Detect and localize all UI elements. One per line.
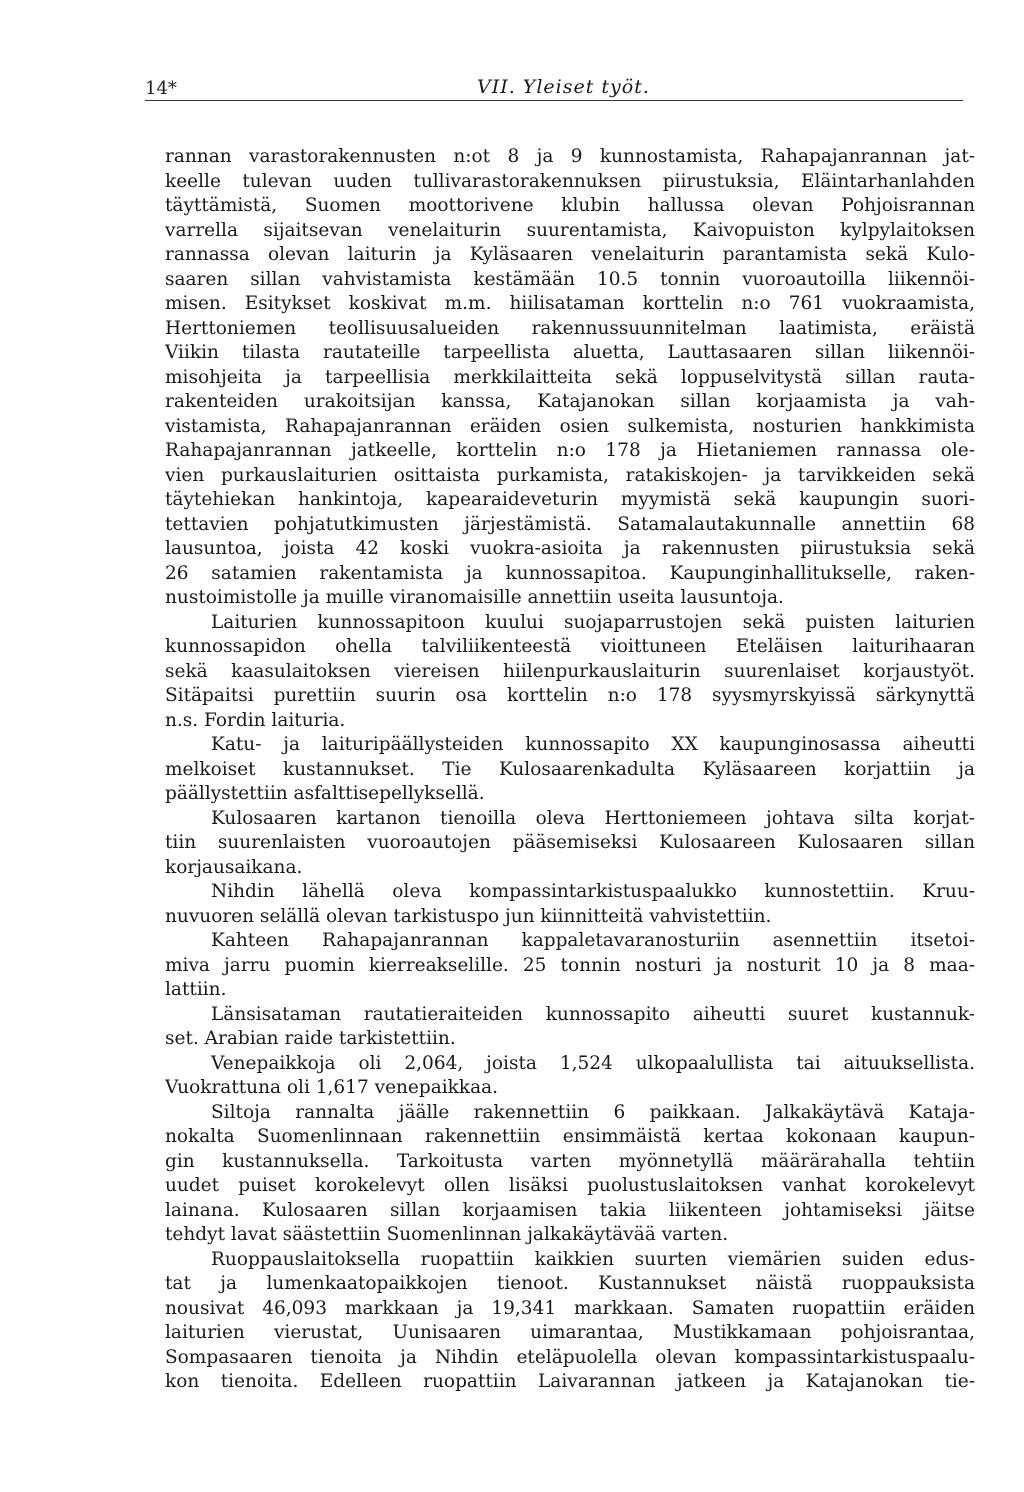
text-line: kunnossapidon ohella talviliikenteestä vioittuneen Eteläisen laiturihaaran [165, 636, 975, 657]
text-line: nokalta Suomenlinnaan rakennettiin ensimmäistä kertaa kokonaan kaupun- [165, 1126, 975, 1147]
text-line: korjausaikana. [165, 856, 303, 878]
text-line: vistamista, Rahapajanrannan eräiden osien sulkemista, nosturien hankkimista [165, 415, 975, 437]
text-line: vien purkauslaiturien osittaista purkamista, ratakiskojen- ja tarvikkeiden sekä [165, 464, 975, 486]
text-line: Rahapajanrannan jatkeelle, korttelin n:o 178 ja Hietaniemen rannassa ole- [165, 440, 975, 461]
text-line: sekä kaasulaitoksen viereisen hiilenpurkauslaiturin suurenlaiset korjaustyöt. [165, 660, 975, 682]
text-line: Nihdin lähellä oleva kompassintarkistuspaalukko kunnostettiin. Kruu- [211, 881, 975, 902]
text-line: Sompasaaren tienoita ja Nihdin eteläpuolella olevan kompassintarkistuspaalu- [165, 1346, 975, 1368]
text-line: misen. Esitykset koskivat m.m. hiilisataman korttelin n:o 761 vuokraamista, [165, 293, 975, 314]
body-text [165, 145, 975, 1395]
text-line: rannassa olevan laiturin ja Kyläsaaren venelaiturin parantamista sekä Kulo- [165, 244, 975, 265]
text-line: nustoimistolle ja muille viranomaisille annettiin useita lausuntoja. [165, 587, 784, 608]
page-number: 14* [145, 78, 177, 99]
text-line: kon tienoita. Edelleen ruopattiin Laivarannan jatkeen ja Katajanokan tie- [165, 1371, 975, 1392]
text-line: Länsisataman rautatieraiteiden kunnossapito aiheutti suuret kustannuk- [211, 1003, 975, 1025]
text-line: laiturien vierustat, Uunisaaren uimarantaa, Mustikkamaan pohjoisrantaa, [165, 1322, 975, 1343]
text-line: n.s. Fordin laituria. [165, 709, 346, 731]
text-line: Venepaikkoja oli 2,064, joista 1,524 ulkopaalullista tai aituuksellista. [211, 1052, 975, 1074]
text-line: Vuokrattuna oli 1,617 venepaikkaa. [165, 1077, 499, 1098]
text-line: Katu- ja laituripäällysteiden kunnossapito XX kaupunginosassa aiheutti [211, 734, 975, 755]
text-line: 26 satamien rakentamista ja kunnossapitoa. Kaupunginhallitukselle, raken- [165, 562, 975, 584]
text-line: set. Arabian raide tarkistettiin. [165, 1028, 456, 1049]
text-line: keelle tulevan uuden tullivarastorakennuksen piirustuksia, Eläintarhanlahden [165, 170, 975, 192]
text-line: päällystettiin asfalttisepellyksellä. [165, 783, 485, 804]
text-line: lainana. Kulosaaren sillan korjaamisen takia liikenteen johtamiseksi jäitse [165, 1199, 975, 1221]
running-title: VII. Yleiset työt. [477, 76, 650, 98]
text-line: rannan varastorakennusten n:ot 8 ja 9 kunnostamista, Rahapajanrannan jat- [165, 146, 975, 167]
text-line: melkoiset kustannukset. Tie Kulosaarenkadulta Kyläsaareen korjattiin ja [165, 758, 975, 780]
text-line: rakenteiden urakoitsijan kanssa, Katajanokan sillan korjaamista ja vah- [165, 391, 975, 412]
text-line: tehdyt lavat säästettiin Suomenlinnan jalkakäytävää varten. [165, 1224, 729, 1245]
text-line: lausuntoa, joista 42 koski vuokra-asioita ja rakennusten piirustuksia sekä [165, 538, 975, 559]
text-line: täytehiekan hankintoja, kapearaideveturin myymistä sekä kaupungin suori- [165, 489, 975, 510]
text-line: varrella sijaitsevan venelaiturin suurentamista, Kaivopuiston kylpylaitoksen [165, 219, 975, 241]
text-line: saaren sillan vahvistamista kestämään 10.5 tonnin vuoroautoilla liikennöi- [165, 268, 975, 290]
text-line: uudet puiset korokelevyt ollen lisäksi puolustuslaitoksen vanhat korokelevyt [165, 1175, 975, 1196]
text-line: Herttoniemen teollisuusalueiden rakennussuunnitelman laatimista, eräistä [165, 317, 975, 339]
text-line: Sitäpaitsi purettiin suurin osa korttelin n:o 178 syysmyrskyissä särkynyttä [165, 685, 975, 706]
text-line: tiin suurenlaisten vuoroautojen pääsemiseksi Kulosaareen Kulosaaren sillan [165, 832, 975, 853]
text-line: misohjeita ja tarpeellisia merkkilaitteita sekä loppuselvitystä sillan rauta- [165, 366, 975, 388]
text-line: Ruoppauslaitoksella ruopattiin kaikkien suurten viemärien suiden edus- [211, 1248, 975, 1270]
text-line: Laiturien kunnossapitoon kuului suojaparrustojen sekä puisten laiturien [211, 611, 975, 633]
text-line: Kahteen Rahapajanrannan kappaletavaranosturiin asennettiin itsetoi- [211, 930, 975, 951]
header-rule [145, 100, 963, 101]
text-line: täyttämistä, Suomen moottorivene klubin hallussa olevan Pohjoisrannan [165, 195, 975, 216]
text-line: nousivat 46,093 markkaan ja 19,341 markkaan. Samaten ruopattiin eräiden [165, 1297, 975, 1319]
text-line: lattiin. [165, 979, 227, 1000]
text-line: tat ja lumenkaatopaikkojen tienoot. Kustannukset näistä ruoppauksista [165, 1273, 975, 1294]
text-line: Viikin tilasta rautateille tarpeellista aluetta, Lauttasaaren sillan liikennöi- [165, 342, 975, 363]
text-line: miva jarru puomin kierreakselille. 25 tonnin nosturi ja nosturit 10 ja 8 maa- [165, 954, 975, 976]
text-line: Kulosaaren kartanon tienoilla oleva Herttoniemeen johtava silta korjat- [211, 807, 975, 829]
text-line: tettavien pohjatutkimusten järjestämistä. Satamalautakunnalle annettiin 68 [165, 513, 975, 535]
text-line: Siltoja rannalta jäälle rakennettiin 6 paikkaan. Jalkakäytävä Kataja- [211, 1101, 975, 1123]
text-line: gin kustannuksella. Tarkoitusta varten myönnetyllä määrärahalla tehtiin [165, 1150, 975, 1172]
text-line: nuvuoren selällä olevan tarkistuspo jun kiinnitteitä vahvistettiin. [165, 905, 772, 927]
